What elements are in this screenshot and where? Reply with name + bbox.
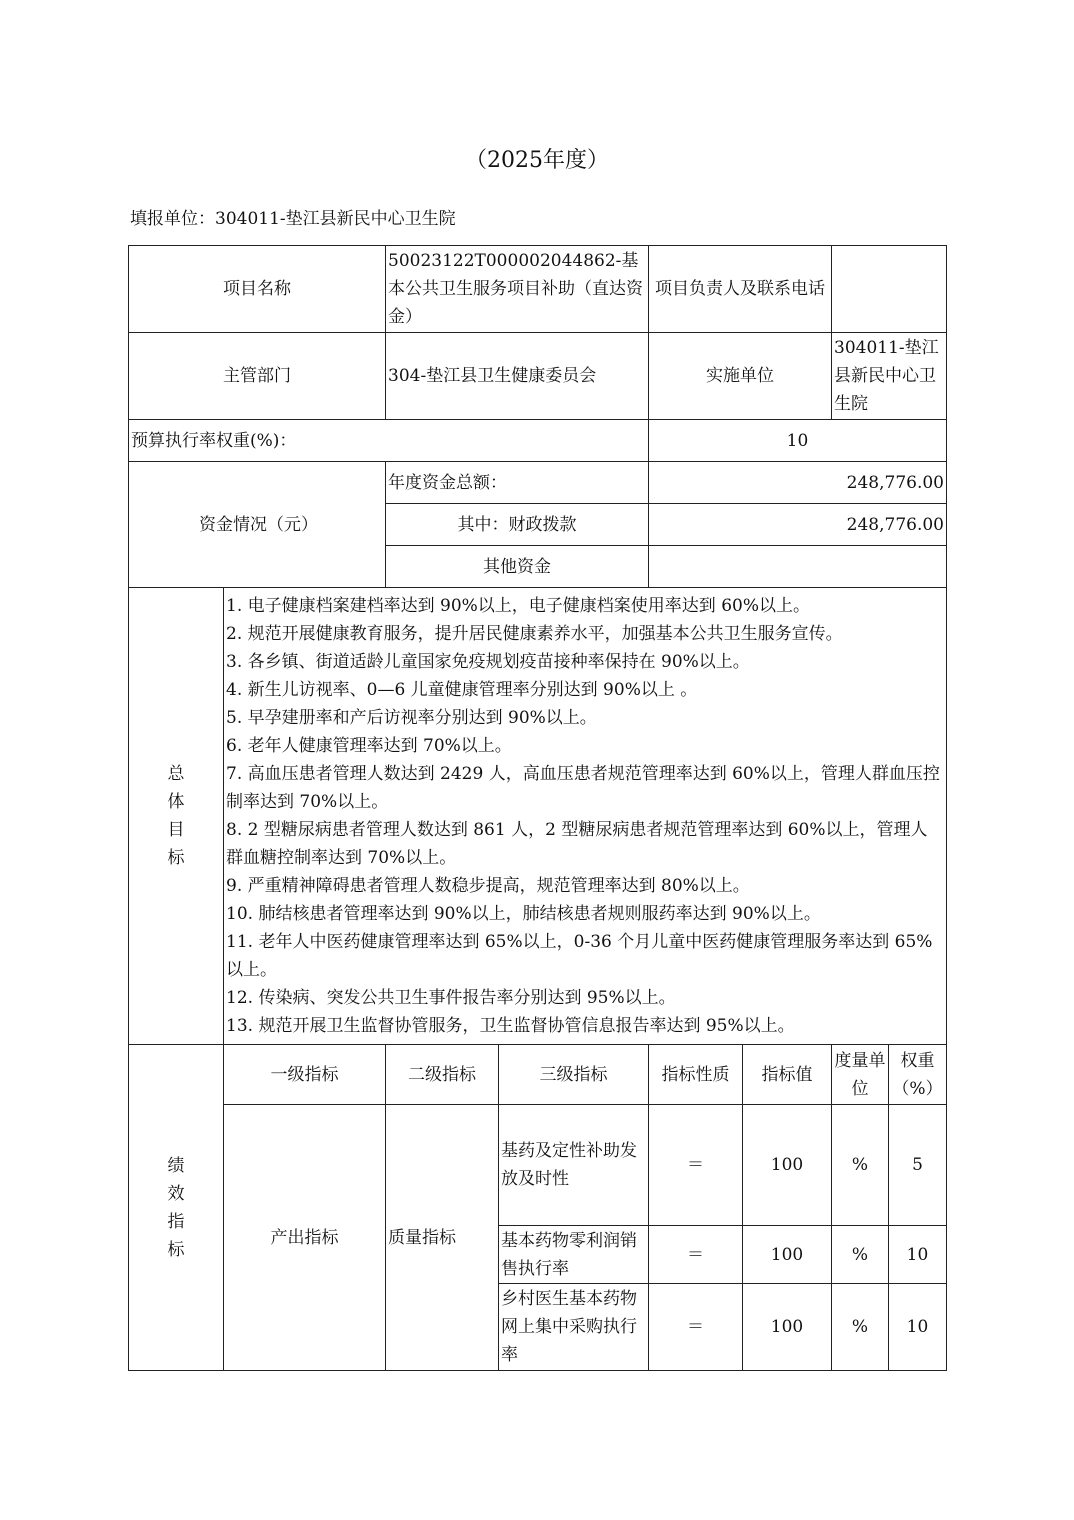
- perf-header-weight: 权重（%）: [889, 1045, 947, 1105]
- goal-item: 11. 老年人中医药健康管理率达到 65%以上，0-36 个月儿童中医药健康管理服务率达到 65%以上。: [226, 932, 933, 980]
- goal-item: 13. 规范开展卫生监督协管服务，卫生监督协管信息报告率达到 95%以上。: [226, 1016, 795, 1036]
- page-title: （2025年度）: [465, 148, 609, 173]
- goal-item: 2. 规范开展健康教育服务，提升居民健康素养水平，加强基本公共卫生服务宣传。: [226, 624, 843, 644]
- goal-item: 3. 各乡镇、街道适龄儿童国家免疫规划疫苗接种率保持在 90%以上。: [226, 652, 750, 672]
- goals-label: 总体目标: [129, 588, 224, 1045]
- contact-value: [832, 246, 947, 333]
- perf-nature: ＝: [649, 1105, 743, 1226]
- dept-label: 主管部门: [129, 333, 386, 420]
- perf-header-level1: 一级指标: [224, 1045, 386, 1105]
- impl-value: 304011-垫江县新民中心卫生院: [832, 333, 947, 420]
- performance-table: [128, 245, 947, 1371]
- perf-header-value: 指标值: [743, 1045, 832, 1105]
- perf-unit: %: [832, 1105, 889, 1226]
- fund-fiscal-value: 248,776.00: [649, 504, 947, 546]
- budget-weight-label: 预算执行率权重(%)：: [129, 420, 649, 462]
- goal-item: 12. 传染病、突发公共卫生事件报告率分别达到 95%以上。: [226, 988, 676, 1008]
- fill-unit: 填报单位：304011-垫江县新民中心卫生院: [130, 209, 456, 229]
- fund-total-label: 年度资金总额：: [386, 462, 649, 504]
- project-name-value: 50023122T000002044862-基本公共卫生服务项目补助（直达资金）: [386, 246, 649, 333]
- fund-other-value: [649, 546, 947, 588]
- impl-label: 实施单位: [649, 333, 832, 420]
- project-name-label: 项目名称: [129, 246, 386, 333]
- table-row: 基本药物零利润销售执行率: [499, 1226, 649, 1284]
- perf-value: 100: [743, 1105, 832, 1226]
- fund-total-value: 248,776.00: [649, 462, 947, 504]
- perf-unit: %: [832, 1284, 889, 1371]
- dept-value: 304-垫江县卫生健康委员会: [386, 333, 649, 420]
- perf-level2: 质量指标: [386, 1105, 499, 1371]
- goal-item: 10. 肺结核患者管理率达到 90%以上，肺结核患者规则服药率达到 90%以上。: [226, 904, 821, 924]
- goals-list: [224, 588, 947, 1045]
- fund-other-label: 其他资金: [386, 546, 649, 588]
- perf-header-level2: 二级指标: [386, 1045, 499, 1105]
- table-row: 基药及定性补助发放及时性: [499, 1105, 649, 1226]
- perf-nature: ＝: [649, 1284, 743, 1371]
- contact-label: 项目负责人及联系电话: [649, 246, 832, 333]
- perf-weight: 5: [889, 1105, 947, 1226]
- budget-weight-value: 10: [649, 420, 947, 462]
- perf-level1: 产出指标: [224, 1105, 386, 1371]
- perf-header-nature: 指标性质: [649, 1045, 743, 1105]
- perf-nature: ＝: [649, 1226, 743, 1284]
- goal-item: 4. 新生儿访视率、0—6 儿童健康管理率分别达到 90%以上 。: [226, 680, 698, 700]
- goal-item: 7. 高血压患者管理人数达到 2429 人，高血压患者规范管理率达到 60%以上，管理人群血压控制率达到 70%以上。: [226, 764, 940, 812]
- perf-header-unit: 度量单位: [832, 1045, 889, 1105]
- goal-item: 6. 老年人健康管理率达到 70%以上。: [226, 736, 512, 756]
- perf-weight: 10: [889, 1226, 947, 1284]
- goal-item: 9. 严重精神障碍患者管理人数稳步提高，规范管理率达到 80%以上。: [226, 876, 750, 896]
- goal-item: 5. 早孕建册率和产后访视率分别达到 90%以上。: [226, 708, 597, 728]
- goal-item: 1. 电子健康档案建档率达到 90%以上，电子健康档案使用率达到 60%以上。: [226, 596, 811, 616]
- fund-fiscal-label: 其中：财政拨款: [386, 504, 649, 546]
- perf-weight: 10: [889, 1284, 947, 1371]
- perf-header-level3: 三级指标: [499, 1045, 649, 1105]
- perf-value: 100: [743, 1226, 832, 1284]
- fund-label: 资金情况（元）: [129, 462, 386, 588]
- goal-item: 8. 2 型糖尿病患者管理人数达到 861 人，2 型糖尿病患者规范管理率达到 60%以上，管理人群血糖控制率达到 70%以上。: [226, 820, 928, 868]
- perf-label: 绩效指标: [129, 1045, 224, 1371]
- table-row: 乡村医生基本药物网上集中采购执行率: [499, 1284, 649, 1371]
- perf-value: 100: [743, 1284, 832, 1371]
- perf-unit: %: [832, 1226, 889, 1284]
